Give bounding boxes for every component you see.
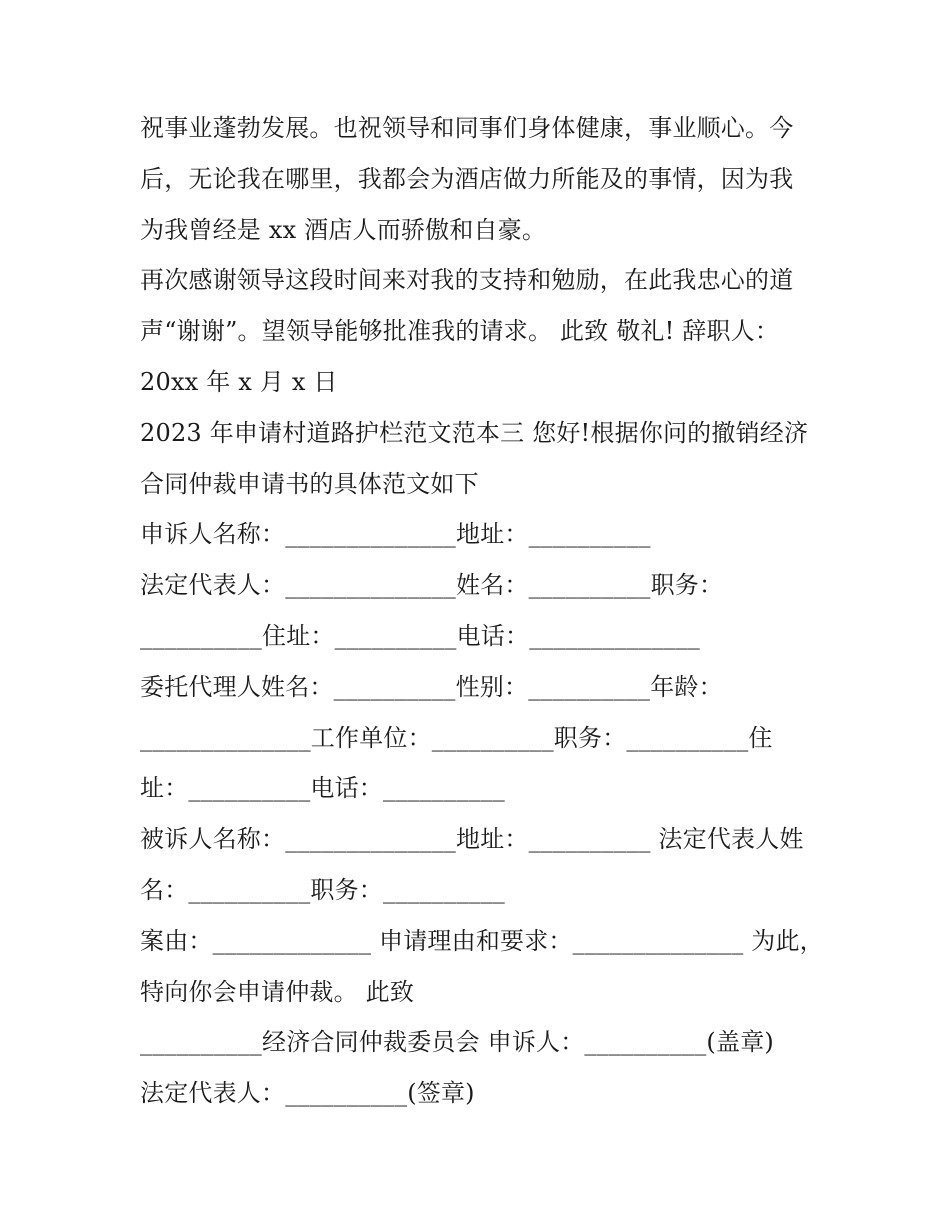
date-line: 20xx 年 x 月 x 日 [140,367,338,396]
form-line: ______________工作单位：__________职务：__________住 [140,723,773,752]
document-body [140,103,824,1119]
form-line: 址：__________电话：__________ [140,774,505,803]
form-line: __________住址：__________电话：______________ [140,621,700,650]
text-line: 祝事业蓬勃发展。也祝领导和同事们身体健康，事业顺心。今 [140,114,794,142]
text-line: 2023 年申请村道路护栏范文范本三 您好!根据你问的撤销经济 [140,418,809,447]
form-line: 法定代表人：__________(签章) [140,1079,475,1108]
text-line: 声“谢谢”。望领导能够批准我的请求。 此致 敬礼! 辞职人： [140,317,780,346]
text-line: 后，无论我在哪里，我都会为酒店做力所能及的事情，因为我 [140,164,794,193]
form-line: 案由：_____________ 申请理由和要求：______________ 为此， [140,926,824,955]
text-line: 特向你会申请仲裁。 此致 [140,977,415,1006]
form-line: 委托代理人姓名：__________性别：__________年龄： [140,672,723,701]
form-line: 名：__________职务：__________ [140,875,505,904]
text-line: 合同仲裁申请书的具体范文如下 [140,469,479,498]
text-line: 再次感谢领导这段时间来对我的支持和勉励，在此我忠心的道 [140,266,794,295]
form-line: __________经济合同仲裁委员会 申诉人：__________(盖章) [140,1028,774,1057]
text-line: 为我曾经是 xx 酒店人而骄傲和自豪。 [140,215,547,244]
form-line: 申诉人名称：______________地址：__________ [140,520,651,549]
form-line: 被诉人名称：______________地址：__________ 法定代表人姓 [140,825,804,854]
form-line: 法定代表人：______________姓名：__________职务： [140,571,724,600]
